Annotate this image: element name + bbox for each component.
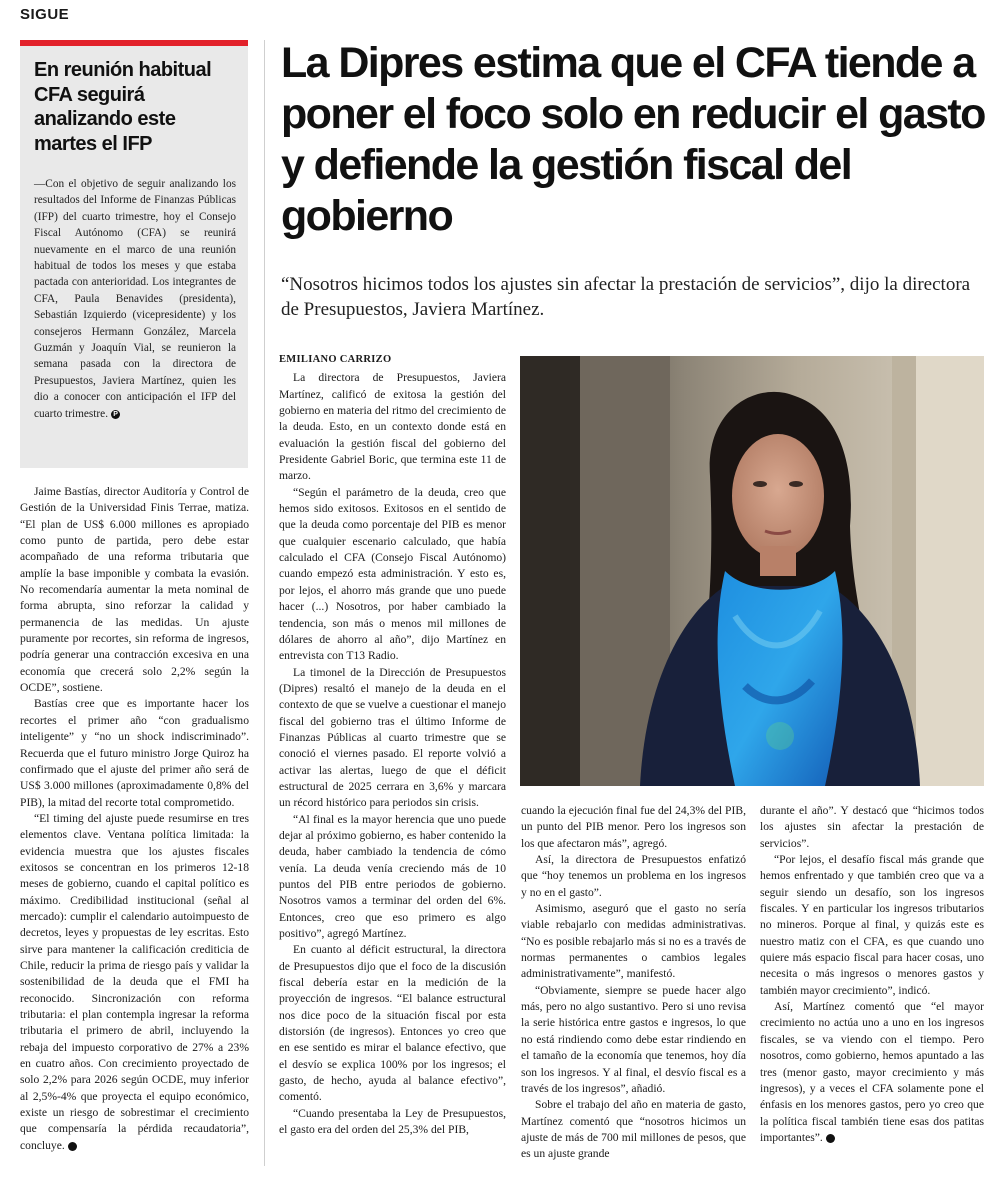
- paragraph: La directora de Presupuestos, Javiera Martínez, calificó de exitosa la gestión del gobierno en materia del ritmo del crecimiento de la deuda. Esto, en un contexto donde está en evaluación la gestión fiscal del gobierno del Presidente Gabriel Boric, que termina este 11 de marzo.: [279, 371, 506, 483]
- sidebar-body: [34, 176, 236, 422]
- paragraph: Así, la directora de Presupuestos enfatizó que “hoy tenemos un problema en los ingresos y no en el gasto”.: [521, 853, 746, 899]
- paragraph: Jaime Bastías, director Auditoría y Control de Gestión de la Universidad Finis Terrae, matiza. “El plan de US$ 6.000 millones es apropiado como punto de partida, pero debe estar acompañado de una reforma tributaria que amplíe la base imponible y combata la evasión. No recomendaría aumentar la meta nominal de forma abrupta, sino reforzar la calidad y permanencia de las medidas. Un ajuste puramente por recortes, sin reforma de ingresos, podría generar una contracción excesiva en una economía que crecerá solo 2,2% según la OCDE”, sostiene.: [20, 485, 249, 695]
- article-column-1: [20, 484, 249, 1154]
- portrait-photo: [520, 356, 984, 786]
- paragraph-text: “El timing del ajuste puede resumirse en tres elementos clave. Ventana política limitada: la evidencia muestra que los ajustes fiscales exitosos se concentran en los primeros 12-18 meses de gobierno, cuando el capital político es máximo. Credibilidad institucional (señal al mercado): cumplir el calendario autoimpuesto de decretos, leyes y propuestas de ley escritas. Esto sirve para mantener la calificación crediticia de Chile, reducir la prima de riesgo país y validar la sostenibilidad de la deuda que el FMI ha reconocido. Sincronización con reforma tributaria: el plan contempla ingresar la reforma tributaria el primero de abril, incluyendo la rebaja del impuesto corporativo de 27% a 23% en cuatro años. Con crecimiento proyectado de solo 2,2% para 2026 según OCDE, muy inferior al 2,5%-4% que proyecta el equipo económico, existe un riesgo de sobrestimar el crecimiento que compensaría la pérdida recaudatoria”, concluye.: [20, 811, 249, 1152]
- paragraph: [20, 811, 249, 1154]
- paragraph: “Por lejos, el desafío fiscal más grande que hemos enfrentado y que también creo que va a seguir siendo un desafío, son los ingresos fiscales. Y en particular los ingresos tributarios no mineros. Porque al final, y quizás este es nuestro matiz con el CFA, es que cuando uno quiere más espacio fiscal para hacer cosas, uno necesita o más ingresos o menores gastos y también mayor crecimiento”, indicó.: [760, 853, 984, 997]
- paragraph-text: Así, Martínez comentó que “el mayor crecimiento no actúa uno a uno en los ingresos fiscales, se va viendo con el tiempo. Pero nosotros, como gobierno, hemos apuntado a las tres (menor gasto, mayor crecimiento y más ingresos), y a veces el CFA solamente pone el énfasis en los menores gastos, pero yo creo que la política fiscal también tiene esas dos patitas importantes”.: [760, 1000, 984, 1144]
- paragraph: Bastías cree que es importante hacer los recortes el primer año “con gradualismo inteligente” y “no un shock indiscriminado”. Recuerda que el futuro ministro Jorge Quiroz ha confirmado que el ajuste del primer año será de US$ 3.000 millones (aproximadamente 0,8% del PIB), la mitad del recorte total comprometido.: [20, 697, 249, 809]
- paragraph: “Obviamente, siempre se puede hacer algo más, pero no algo sustantivo. Pero si uno revisa la serie histórica entre gastos e ingresos, lo que no está rindiendo como debe estar rindiendo en el tamaño de la economía que tenemos, hoy día son los ingresos. Y al final, el desvío fiscal es a través de los ingresos”, añadió.: [521, 983, 746, 1095]
- article-column-2: [279, 352, 506, 1139]
- sidebar-box: [20, 40, 248, 468]
- deck: “Nosotros hicimos todos los ajustes sin afectar la prestación de servicios”, dijo la directora de Presupuestos, Javiera Martínez.: [281, 274, 971, 320]
- paragraph: durante el año”. Y destacó que “hicimos todos los ajustes sin afectar la prestación de servicios”.: [760, 804, 984, 850]
- byline: EMILIANO CARRIZO: [279, 354, 392, 365]
- article-column-3: [521, 803, 746, 1163]
- end-mark-icon: P: [111, 410, 120, 419]
- paragraph: [760, 999, 984, 1146]
- paragraph: En cuanto al déficit estructural, la directora de Presupuestos dijo que el foco de la discusión fiscal debería estar en la medición de la proyección de ingresos. “El balance estructural nos dice poco de la situación fiscal por esta distorsión (de ingresos). Entonces yo creo que en ese sentido es mirar el balance efectivo, que el desvío se explica 100% por los ingresos; el gasto, de hecho, ayuda al balance efectivo”, comentó.: [279, 943, 506, 1104]
- article-column-4: [760, 803, 984, 1146]
- paragraph: cuando la ejecución final fue del 24,3% del PIB, un punto del PIB menor. Pero los ingresos son los que afectaron más”, agregó.: [521, 804, 746, 850]
- paragraph: La timonel de la Dirección de Presupuestos (Dipres) resaltó el manejo de la deuda en el contexto de que se vuelve a cuestionar el manejo fiscal del gobierno tras el último Informe de Finanzas Públicas al cuarto trimestre que se conoció el viernes pasado. El reporte volvió a activar las alertas, luego de que el déficit estructural de 2025 cerrara en 3,6% y marcara un récord histórico para periodos sin crisis.: [279, 665, 506, 810]
- paragraph: “Cuando presentaba la Ley de Presupuestos, el gasto era del orden del 25,3% del PIB,: [279, 1106, 506, 1137]
- paragraph: Sobre el trabajo del año en materia de gasto, Martínez comentó que “nosotros hicimos un ajuste de más de 700 mil millones de pesos, que es un ajuste grande: [521, 1098, 746, 1161]
- portrait-illustration: [520, 356, 984, 786]
- paragraph: “Según el parámetro de la deuda, creo que hemos sido exitosos. Exitosos en el sentido de que la deuda como porcentaje del PIB es menor que cualquier escenario calculado, que había calculado el CFA (Consejo Fiscal Autónomo) cuando empezó esta administración. Y esto es, por lejos, el ahorro más grande que uno puede hacer (...) Nosotros, por haber cambiado la tendencia, son más o menos mil millones de dólares de ahorro al año”, dijo Martínez en entrevista con T13 Radio.: [279, 485, 506, 663]
- section-label: SIGUE: [20, 6, 70, 23]
- paragraph: “Al final es la mayor herencia que uno puede dejar al próximo gobierno, es haber contenido la deuda, haber cambiado la tendencia de cómo venía. La deuda venía creciendo más de 10 puntos del PIB entre periodos de gobierno. Nosotros vamos a terminar del orden del 6%. Entonces, creo que eso primero es algo positivo”, agregó Martínez.: [279, 812, 506, 941]
- sidebar-title: En reunión habitual CFA seguirá analizando este martes el IFP: [34, 59, 212, 155]
- column-divider: [264, 40, 265, 1166]
- end-mark-icon: P: [68, 1142, 77, 1151]
- paragraph: Asimismo, aseguró que el gasto no sería viable rebajarlo con medidas administrativas. “No es posible rebajarlo más si no es a través de normas permanentes o cambios legales administrativamente”, manifestó.: [521, 902, 746, 981]
- end-mark-icon: P: [826, 1134, 835, 1143]
- headline: La Dipres estima que el CFA tiende a poner el foco solo en reducir el gasto y defiende la gestión fiscal del gobierno: [281, 39, 985, 240]
- sidebar-body-text: —Con el objetivo de seguir analizando los resultados del Informe de Finanzas Públicas (IFP) del cuarto trimestre, hoy el Consejo Fiscal Autónomo (CFA) se reunirá nuevamente en el marco de una reunión habitual de todos los meses y que estaba pactada con anterioridad. Los integrantes de CFA, Paula Benavides (presidenta), Sebastián Izquierdo (vicepresidente) y los consejeros Hermann González, Marcela Guzmán y Joaquín Vial, se reunieron la semana pasada con la directora de Presupuestos, Javiera Martínez, quien les dio a conocer con anticipación el IFP del cuarto trimestre.: [34, 178, 236, 420]
